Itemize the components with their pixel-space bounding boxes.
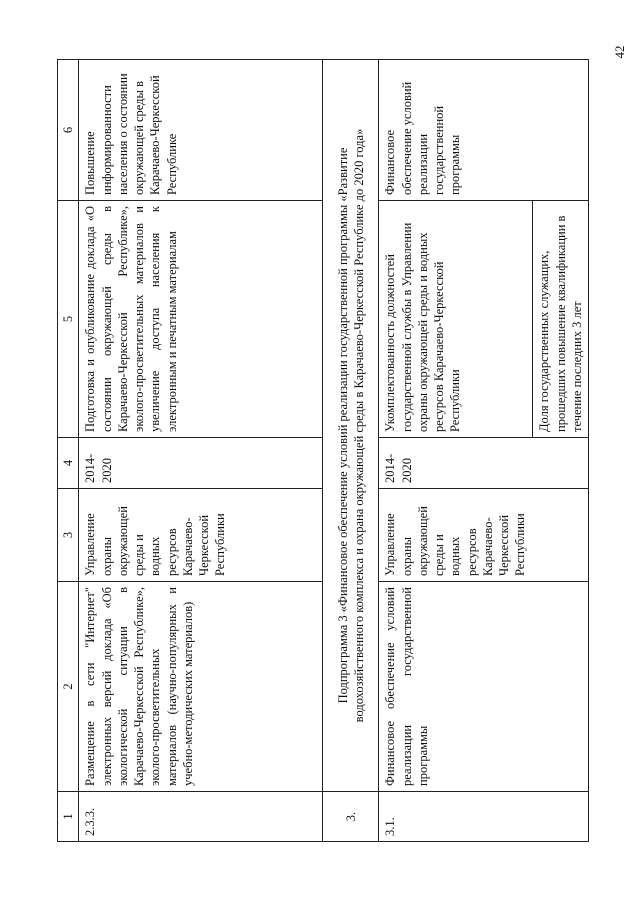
table-row-3-1 xyxy=(379,60,589,842)
table-row-2-3-3 xyxy=(79,60,323,842)
subprogram-row xyxy=(323,60,379,842)
executor-cell: Управление охраны окружающей среды и водных ресурсов Карачаево-Черкесской Республики xyxy=(79,489,323,582)
page-number: 42 xyxy=(612,45,627,59)
indicator-cell-split xyxy=(379,201,589,438)
executor-cell: Управление охраны окружающей среды и водных ресурсов Карачаево-Черкесской Республики xyxy=(379,489,589,582)
subprogram-title: Подпрограмма 3 «Финансовое обеспечение условий реализации государственной программы «Развитие водохозяйственного комплекса и охрана окружающей среды в Карачаево-Черкесской Республике до 2020 года» xyxy=(323,60,379,792)
result-cell: Повышение информированности населения о состоянии окружающей среды в Карачаево-Черкесской Республике xyxy=(79,60,323,201)
result-cell: Финансовое обеспечение условий реализации государственной программы xyxy=(379,60,589,201)
subprogram-number-cell: 3. xyxy=(323,792,379,842)
indicator-staffing: Укомплектованность должностей государственной службы в Управлении охраны окружающей среды и водных ресурсов Карачаево-Черкесской Республики xyxy=(379,201,533,437)
column-number-1: 1 xyxy=(58,792,79,842)
column-number-5: 5 xyxy=(58,201,79,438)
row-number-cell: 2.3.3. xyxy=(79,792,323,842)
column-number-row xyxy=(58,60,79,842)
period-cell: 2014-2020 xyxy=(79,438,323,489)
row-number-cell: 3.1. xyxy=(379,792,589,842)
column-number-4: 4 xyxy=(58,438,79,489)
event-cell: Финансовое обеспечение условий реализации государственной программы xyxy=(379,582,589,792)
column-number-6: 6 xyxy=(58,60,79,201)
column-number-2: 2 xyxy=(58,582,79,792)
program-measures-table xyxy=(57,59,589,842)
column-number-3: 3 xyxy=(58,489,79,582)
period-cell: 2014-2020 xyxy=(379,438,589,489)
rotated-table-container xyxy=(57,60,583,842)
indicator-cell: Подготовка и опубликование доклада «О состоянии окружающей среды в Карачаево-Черкесской Республике», эколого-просветительных материалов и увеличение доступа населения к электронным и печатным материалам xyxy=(79,201,323,438)
indicator-training: Доля государственных служащих, прошедших повышение квалификации в течение последних 3 лет xyxy=(537,215,584,432)
event-cell: Размещение в сети "Интернет" электронных версий доклада «Об экологической ситуации в Карачаево-Черкесской Республике», эколого-просветительных материалов (научно-популярных и учебно-методических материалов) xyxy=(79,582,323,792)
